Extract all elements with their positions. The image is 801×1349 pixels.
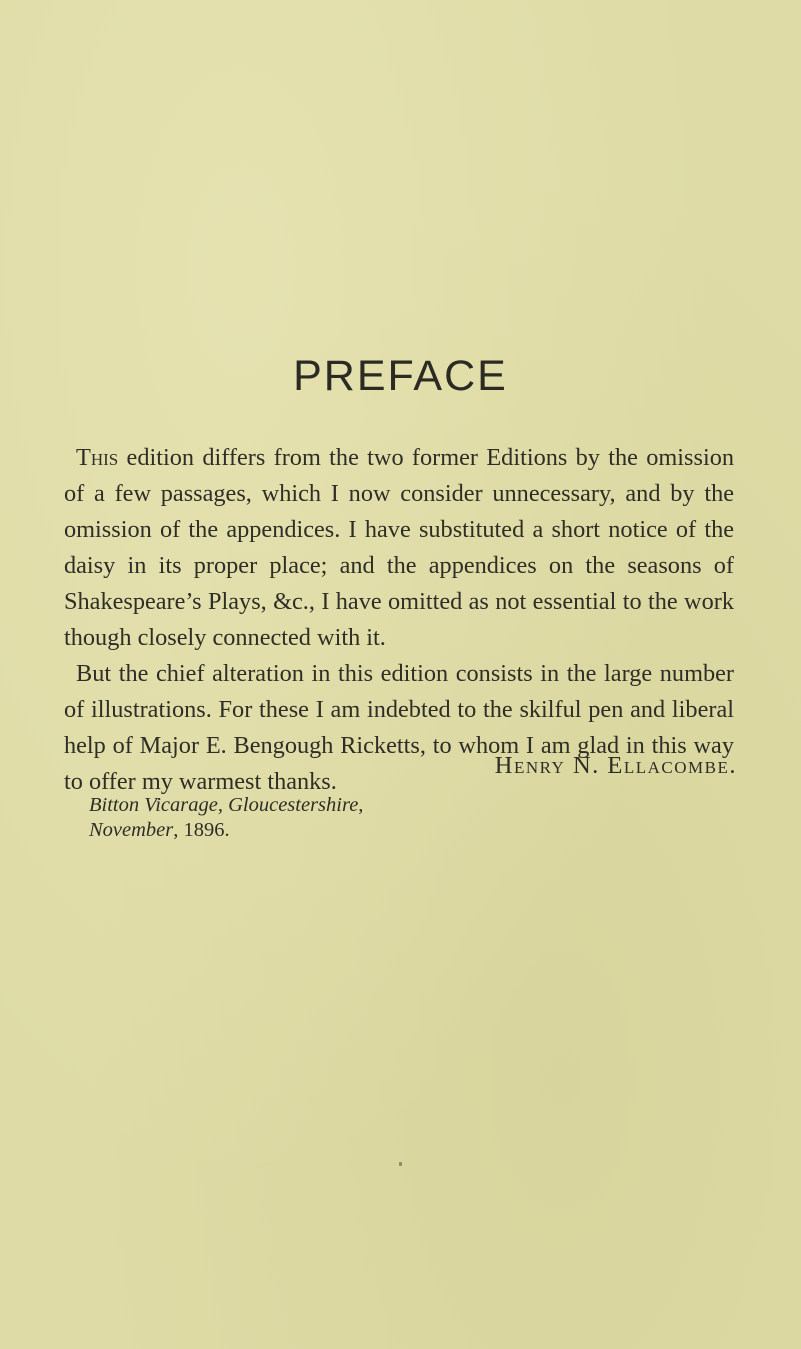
place-vicarage: Bitton Vicarage [89,794,218,816]
date-month: November [89,819,174,841]
place-separator: , [217,794,229,816]
paragraph-1 [64,440,734,656]
page-title: PREFACE [293,352,508,400]
paper-speck [399,1162,402,1166]
date-line [89,818,363,843]
preface-body [64,440,734,800]
paragraph-1-lead: This [76,444,119,471]
paragraph-1-text: edition differs from the two former Editions by the omission of a few passages, which I now consider unnecessary, and by the omission of the appendices. I have substituted a short notice of the daisy in its proper place; and the appendices on the seasons of Shakespeare’s Plays, &c., I have omitted as not essential to the work though closely connected with it. [64,444,734,651]
author-signature: Henry N. Ellacombe. [494,752,737,779]
paragraph-2: But the chief alteration in this edition consists in the large number of illustrations. For these I am indebted to the skilful pen and liberal help of Major E. Bengough Ricketts, to whom I am glad in this way to offer my warmest thanks. [64,660,734,795]
place-and-date [89,793,363,843]
place-line-end: , [358,794,364,816]
place-line [89,793,363,818]
place-county: Gloucestershire [228,794,359,816]
date-year: , 1896. [173,819,230,841]
